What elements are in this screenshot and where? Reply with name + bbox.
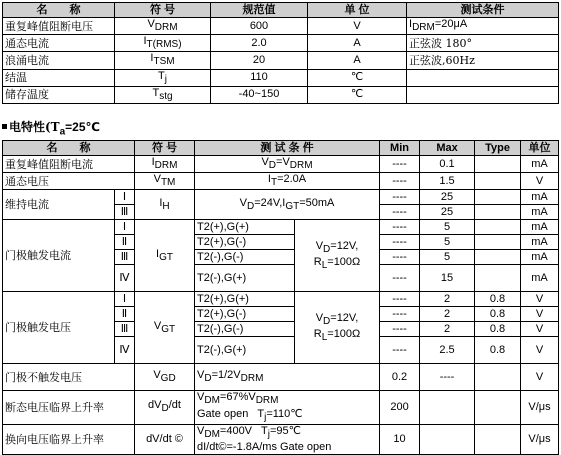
param-conditions bbox=[407, 86, 559, 103]
param-type bbox=[475, 265, 521, 292]
quadrant-label: Ⅲ bbox=[115, 322, 135, 337]
param-value: 20 bbox=[211, 52, 308, 69]
quadrant-label: Ⅲ bbox=[115, 205, 135, 220]
param-name: 门极不触发电压 bbox=[3, 364, 135, 391]
param-unit: V bbox=[521, 173, 559, 190]
param-min: ---- bbox=[380, 337, 420, 364]
param-min: ---- bbox=[380, 190, 420, 205]
param-conditions bbox=[407, 69, 559, 86]
param-max bbox=[420, 391, 475, 424]
param-name: 门极触发电流 bbox=[3, 220, 115, 292]
header-unit: 单 位 bbox=[308, 3, 407, 18]
quadrant-label: Ⅳ bbox=[115, 337, 135, 364]
param-unit: V bbox=[521, 364, 559, 391]
param-symbol: $V_{GT}$ bbox=[135, 292, 195, 364]
param-type bbox=[475, 220, 521, 235]
param-symbol: $T_{stg}$ bbox=[115, 86, 211, 103]
header-value: 规范值 bbox=[211, 3, 308, 18]
param-min: ---- bbox=[380, 220, 420, 235]
param-min: ---- bbox=[380, 322, 420, 337]
param-min: ---- bbox=[380, 235, 420, 250]
param-name: 储存温度 bbox=[3, 86, 115, 103]
param-type bbox=[475, 250, 521, 265]
param-name: 结温 bbox=[3, 69, 115, 86]
param-min: 200 bbox=[380, 391, 420, 424]
param-type bbox=[475, 173, 521, 190]
header-name: 名 称 bbox=[3, 3, 115, 18]
param-unit: V bbox=[521, 322, 559, 337]
param-max: ---- bbox=[420, 364, 475, 391]
param-conditions: $I_{DRM}=20\mu A$ bbox=[407, 18, 559, 35]
param-type bbox=[475, 205, 521, 220]
table-row bbox=[3, 69, 559, 86]
param-min: ---- bbox=[380, 265, 420, 292]
electrical-characteristics-table bbox=[2, 140, 559, 455]
param-name: 通态电流 bbox=[3, 35, 115, 52]
param-min: ---- bbox=[380, 205, 420, 220]
param-conditions: $V_D=1/2V_{DRM}$ bbox=[195, 364, 380, 391]
header-type: Type bbox=[475, 141, 521, 156]
square-bullet-icon bbox=[2, 124, 7, 129]
table-row bbox=[3, 173, 559, 190]
quadrant-label: Ⅲ bbox=[115, 250, 135, 265]
param-min: 0.2 bbox=[380, 364, 420, 391]
param-type: 0.8 bbox=[475, 307, 521, 322]
quadrant-label: Ⅱ bbox=[115, 307, 135, 322]
table-row bbox=[3, 86, 559, 103]
param-type bbox=[475, 190, 521, 205]
param-max: 2 bbox=[420, 307, 475, 322]
header-unit: 单位 bbox=[521, 141, 559, 156]
param-unit: mA bbox=[521, 250, 559, 265]
param-symbol: $V_{DRM}$ bbox=[115, 18, 211, 35]
param-conditions: $V_D=24V,I_{GT}=50mA$ bbox=[195, 190, 380, 220]
quadrant-label: Ⅰ bbox=[115, 292, 135, 307]
param-name: 换向电压临界上升率 bbox=[3, 424, 135, 454]
param-max: 5 bbox=[420, 220, 475, 235]
param-symbol: $I_H$ bbox=[135, 190, 195, 220]
param-type bbox=[475, 156, 521, 173]
param-symbol: $I_{TSM}$ bbox=[115, 52, 211, 69]
param-unit: V/μs bbox=[521, 424, 559, 454]
param-unit: mA bbox=[521, 156, 559, 173]
param-name: 浪涌电流 bbox=[3, 52, 115, 69]
param-value: 110 bbox=[211, 69, 308, 86]
table-row bbox=[3, 424, 559, 454]
param-unit: mA bbox=[521, 220, 559, 235]
param-name: 重复峰值阻断电流 bbox=[3, 156, 135, 173]
param-min: ---- bbox=[380, 173, 420, 190]
table-row bbox=[3, 156, 559, 173]
param-value: -40~150 bbox=[211, 86, 308, 103]
table-row bbox=[3, 35, 559, 52]
param-symbol: $I_{DRM}$ bbox=[135, 156, 195, 173]
param-unit: V/μs bbox=[521, 391, 559, 424]
header-min: Min bbox=[380, 141, 420, 156]
param-min: 10 bbox=[380, 424, 420, 454]
quadrant-label: Ⅰ bbox=[115, 190, 135, 205]
param-type bbox=[475, 364, 521, 391]
param-min: ---- bbox=[380, 292, 420, 307]
param-conditions: $V_D=12V$, $R_L=100\Omega$ bbox=[295, 292, 380, 364]
header-symbol: 符 号 bbox=[115, 3, 211, 18]
param-value: 600 bbox=[211, 18, 308, 35]
param-name: 门极触发电压 bbox=[3, 292, 115, 364]
gate-condition: T2(+),G(-) bbox=[195, 235, 295, 250]
param-max: 25 bbox=[420, 205, 475, 220]
param-type: 0.8 bbox=[475, 337, 521, 364]
quadrant-label: Ⅱ bbox=[115, 235, 135, 250]
param-conditions: $V_D=12V$, $R_L=100\Omega$ bbox=[295, 220, 380, 292]
param-unit: mA bbox=[521, 235, 559, 250]
gate-condition: T2(+),G(-) bbox=[195, 307, 295, 322]
table-row bbox=[3, 220, 559, 235]
param-min: ---- bbox=[380, 156, 420, 173]
param-max bbox=[420, 424, 475, 454]
param-max: 2 bbox=[420, 292, 475, 307]
param-symbol: $T_j$ bbox=[115, 69, 211, 86]
param-type bbox=[475, 391, 521, 424]
param-type bbox=[475, 424, 521, 454]
param-symbol: $I_{GT}$ bbox=[135, 220, 195, 292]
param-unit: mA bbox=[521, 190, 559, 205]
header-conditions: 测试条件 bbox=[407, 3, 559, 18]
param-max: 1.5 bbox=[420, 173, 475, 190]
gate-condition: T2(+),G(+) bbox=[195, 292, 295, 307]
param-name: 断态电压临界上升率 bbox=[3, 391, 135, 424]
param-conditions: $V_D=V_{DRM}$ bbox=[195, 156, 380, 173]
param-max: 5 bbox=[420, 250, 475, 265]
table-row bbox=[3, 190, 559, 205]
max-ratings-table bbox=[2, 2, 559, 104]
param-symbol: $V_{GD}$ bbox=[135, 364, 195, 391]
section-title-electrical: 电特性($T_a=25℃$ bbox=[2, 118, 100, 137]
gate-condition: T2(+),G(+) bbox=[195, 220, 295, 235]
param-type: 0.8 bbox=[475, 322, 521, 337]
param-max: 2 bbox=[420, 322, 475, 337]
electrical-header-row bbox=[3, 141, 559, 156]
param-conditions: 正弦波 180° bbox=[407, 35, 559, 52]
param-symbol: dV/dt © bbox=[135, 424, 195, 454]
param-type bbox=[475, 235, 521, 250]
param-type: 0.8 bbox=[475, 292, 521, 307]
param-name: 重复峰值阻断电压 bbox=[3, 18, 115, 35]
param-max: 15 bbox=[420, 265, 475, 292]
header-symbol: 符 号 bbox=[135, 141, 195, 156]
gate-condition: T2(-),G(+) bbox=[195, 337, 295, 364]
quadrant-label: Ⅰ bbox=[115, 220, 135, 235]
param-unit: V bbox=[308, 18, 407, 35]
param-unit: V bbox=[521, 337, 559, 364]
quadrant-label: Ⅳ bbox=[115, 265, 135, 292]
param-max: 5 bbox=[420, 235, 475, 250]
param-max: 2.5 bbox=[420, 337, 475, 364]
param-symbol: $V_{TM}$ bbox=[135, 173, 195, 190]
param-unit: A bbox=[308, 52, 407, 69]
param-name: 维持电流 bbox=[3, 190, 115, 220]
table-row bbox=[3, 391, 559, 424]
header-name: 名 称 bbox=[3, 141, 135, 156]
param-symbol: $I_{T(RMS)}$ bbox=[115, 35, 211, 52]
gate-condition: T2(-),G(+) bbox=[195, 265, 295, 292]
header-max: Max bbox=[420, 141, 475, 156]
param-unit: mA bbox=[521, 265, 559, 292]
table-row bbox=[3, 18, 559, 35]
param-max: 25 bbox=[420, 190, 475, 205]
param-unit: V bbox=[521, 307, 559, 322]
table-row bbox=[3, 364, 559, 391]
table-row bbox=[3, 292, 559, 307]
param-conditions: $I_T=2.0A$ bbox=[195, 173, 380, 190]
gate-condition: T2(-),G(-) bbox=[195, 322, 295, 337]
param-min: ---- bbox=[380, 250, 420, 265]
param-conditions: 正弦波,60Hz bbox=[407, 52, 559, 69]
param-name: 通态电压 bbox=[3, 173, 135, 190]
param-unit: mA bbox=[521, 205, 559, 220]
param-unit: ℃ bbox=[308, 69, 407, 86]
table-row bbox=[3, 52, 559, 69]
param-conditions: $V_{DM}=400V$ $T_j=95℃$ dI/dt©=-1.8A/ms Gate open bbox=[195, 424, 380, 454]
param-value: 2.0 bbox=[211, 35, 308, 52]
param-unit: A bbox=[308, 35, 407, 52]
param-max: 0.1 bbox=[420, 156, 475, 173]
gate-condition: T2(-),G(-) bbox=[195, 250, 295, 265]
param-symbol: $dV_D/dt$ bbox=[135, 391, 195, 424]
param-conditions: $V_{DM}=67\%V_{DRM}$ Gate open $T_j=110℃$ bbox=[195, 391, 380, 424]
param-unit: V bbox=[521, 292, 559, 307]
max-ratings-header-row bbox=[3, 3, 559, 18]
param-min: ---- bbox=[380, 307, 420, 322]
header-conditions: 测 试 条 件 bbox=[195, 141, 380, 156]
param-unit: ℃ bbox=[308, 86, 407, 103]
